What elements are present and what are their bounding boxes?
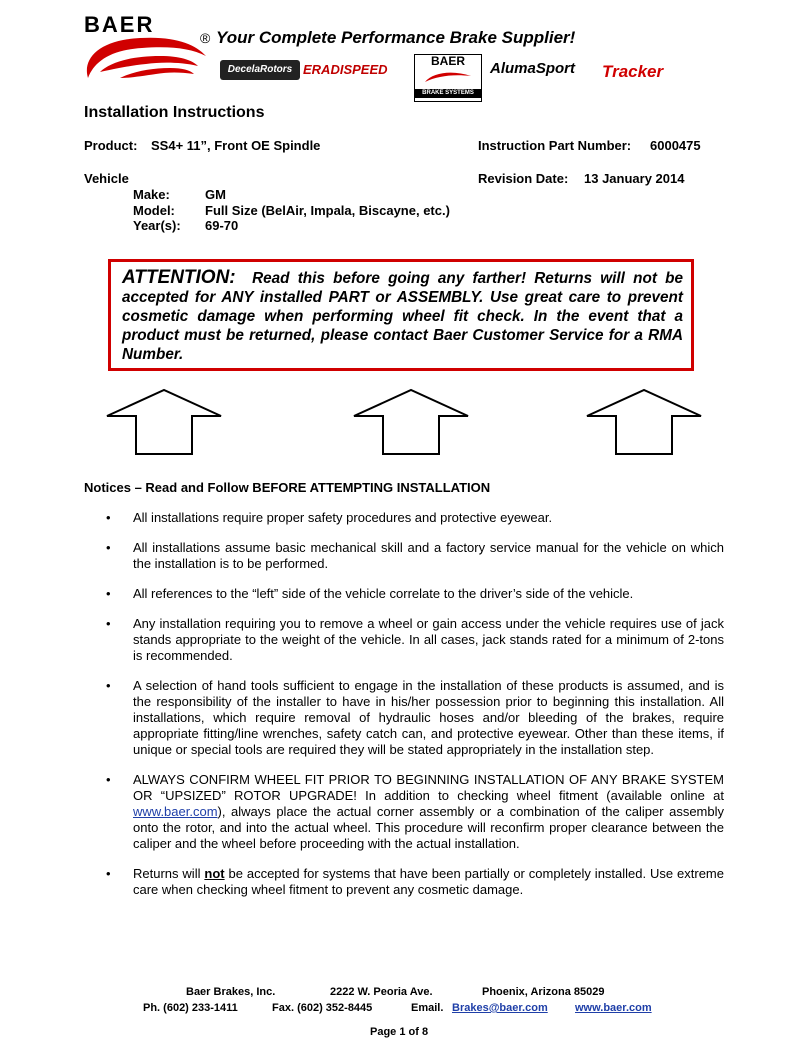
notices-heading: Notices – Read and Follow BEFORE ATTEMPTING INSTALLATION: [84, 480, 491, 495]
eradispeed-logo: ERADISPEED: [303, 62, 388, 77]
registered-mark: ®: [200, 30, 211, 46]
make-value: GM: [205, 187, 226, 202]
footer-website-link[interactable]: www.baer.com: [575, 1002, 652, 1014]
attention-box: [108, 259, 694, 371]
baer-website-link[interactable]: www.baer.com: [133, 804, 218, 819]
tracker-logo: Tracker: [602, 62, 664, 81]
arrow-up-icon: [585, 388, 703, 456]
baer-brake-systems-logo: BAER BRAKE SYSTEMS: [414, 54, 482, 102]
footer-phone: Ph. (602) 233-1411: [143, 1002, 238, 1014]
alumasport-logo: AlumaSport: [490, 60, 576, 77]
bullet-icon: •: [106, 540, 111, 555]
list-item: • ALWAYS CONFIRM WHEEL FIT PRIOR TO BEGINNING INSTALLATION OF ANY BRAKE SYSTEM OR “UPSIZED” ROTOR UPGRADE! In addition to checking wheel fitment (available online at www.baer.com), always place the actual corner assembly or a combination of the caliper assembly onto the rotor, and into the actual wheel. This procedure will reconfirm proper clearance between the caliper and the wheel before proceeding with the actual installation.: [106, 772, 724, 851]
tagline: Your Complete Performance Brake Supplier!: [216, 28, 576, 47]
notices-list: [84, 510, 724, 898]
arrow-up-icon: [352, 388, 470, 456]
page-number: Page 1 of 8: [370, 1026, 429, 1038]
list-item: • A selection of hand tools sufficient to engage in the installation of these products is assumed, and is the responsibility of the installer to have in his/her possession prior to beginning this installation. All installations, which require removal of hydraulic hoses and/or bleeding of the brakes, require appropriate fitting/line wrenches, safety catch can, and protective eyewear. Other than these items, if unique or special tools are required they will be stated appropriately in the installation step.: [106, 678, 724, 757]
page-title: Installation Instructions: [84, 104, 265, 121]
baer-mini-swoosh-icon: [423, 68, 473, 84]
footer-fax: Fax. (602) 352-8445: [272, 1002, 373, 1014]
model-label: Model:: [133, 203, 175, 218]
attention-text: Read this before going any farther! Returns will not be accepted for ANY installed PART or ASSEMBLY. Use great care to prevent cosmetic damage when performing wheel fit check. In the event that a product must be returned, please contact Baer Customer Service for a RMA Number.: [122, 270, 683, 363]
years-label: Year(s):: [133, 218, 181, 233]
model-value: Full Size (BelAir, Impala, Biscayne, etc.): [205, 203, 450, 218]
revision-value: 13 January 2014: [584, 171, 685, 186]
bullet-icon: •: [106, 616, 111, 631]
footer-email-label: Email.: [411, 1002, 444, 1014]
bullet-icon: •: [106, 510, 111, 525]
footer-company: Baer Brakes, Inc.: [186, 986, 276, 998]
arrow-up-icon: [105, 388, 223, 456]
list-item: • Any installation requiring you to remove a wheel or gain access under the vehicle requires use of jack stands appropriate to the weight of the vehicle. In all cases, jack stands rated for a minimum of 2-tons is recommended.: [106, 616, 724, 663]
years-value: 69-70: [205, 218, 239, 233]
list-item: • All references to the “left” side of the vehicle correlate to the driver’s side of the vehicle.: [106, 586, 634, 601]
bullet-icon: •: [106, 866, 111, 881]
brand-name: BAER: [84, 12, 155, 37]
list-item: • Returns will not be accepted for systems that have been partially or completely installed. Use extreme care when checking wheel fitment to prevent any cosmetic damage.: [106, 866, 724, 897]
bullet-icon: •: [106, 678, 111, 693]
footer-email-link[interactable]: Brakes@baer.com: [452, 1002, 548, 1014]
footer-address: 2222 W. Peoria Ave.: [330, 986, 433, 998]
bullet-icon: •: [106, 586, 111, 601]
make-label: Make:: [133, 187, 170, 202]
revision-label: Revision Date:: [478, 171, 569, 186]
attention-word: ATTENTION:: [122, 267, 236, 288]
instruction-value: 6000475: [650, 138, 701, 153]
vehicle-label: Vehicle: [84, 171, 129, 186]
instruction-label: Instruction Part Number:: [478, 138, 632, 153]
product-label: Product:: [84, 138, 138, 153]
footer-city: Phoenix, Arizona 85029: [482, 986, 605, 998]
decela-rotors-logo: DecelaRotors: [220, 60, 300, 80]
emphasis-not: not: [204, 866, 225, 881]
product-value: SS4+ 11”, Front OE Spindle: [151, 138, 321, 153]
bullet-icon: •: [106, 772, 111, 787]
list-item: • All installations require proper safety procedures and protective eyewear.: [106, 510, 553, 525]
list-item: • All installations assume basic mechanical skill and a factory service manual for the vehicle on which the installation is to be performed.: [106, 540, 724, 571]
